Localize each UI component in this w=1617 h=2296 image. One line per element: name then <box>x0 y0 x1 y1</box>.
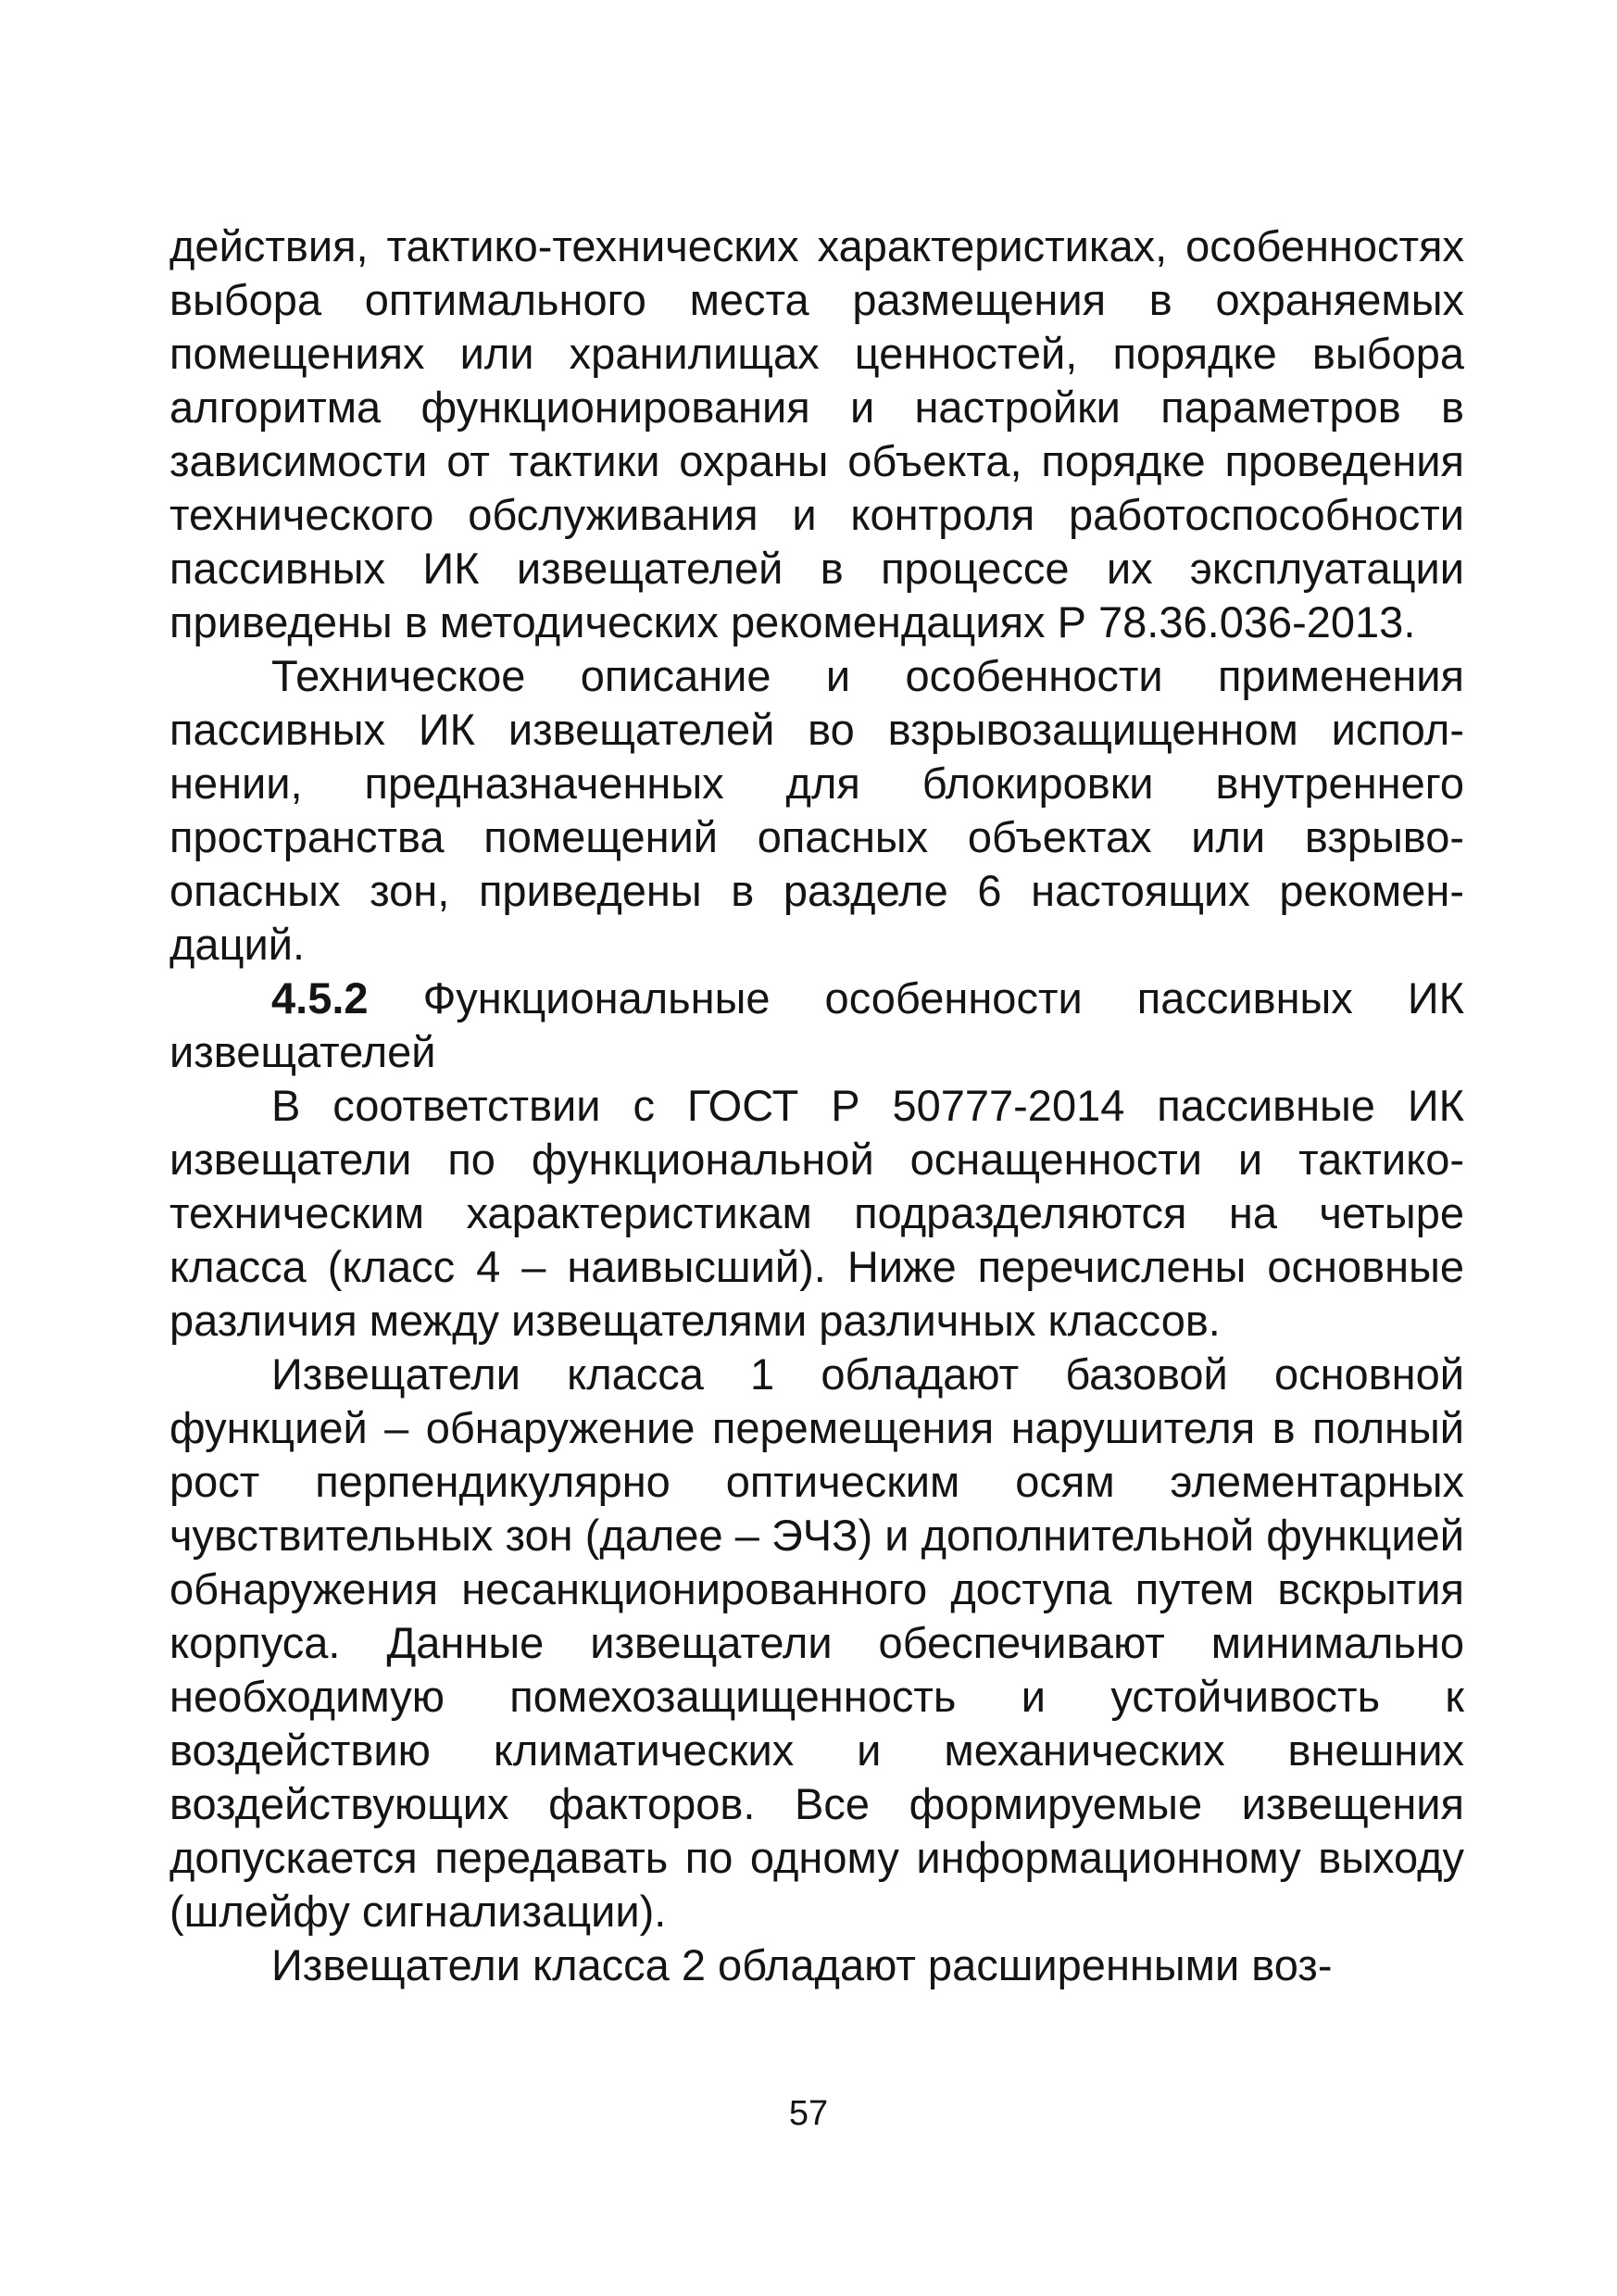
paragraph-classes-intro: В соответствии с ГОСТ Р 50777-2014 пассивные ИК извещатели по функциональной оснащенности и тактикотехническим характеристикам подразделяются на четыре класса (класс 4 – наивысший). Ниже перечислены основные различия между извещателями различных классов. <box>169 1081 1464 1345</box>
section-heading <box>169 972 1464 1079</box>
paragraph-explosion-proof: Техническое описание и особенности применения пассивных ИК извещателей во взрывозащищенном исполнении, предназначенных для блокировки внутреннего пространства помещений опасных объектах или взрывоопасных зон, приведены в разделе 6 настоящих рекомендаций. <box>169 651 1464 969</box>
paragraph-continuation: действия, тактико-технических характеристиках, особенностях выбора оптимального места размещения в охраняемых помещениях или хранилищах ценностей, порядке выбора алгоритма функционирования и настройки параметров в зависимости от тактики охраны объекта, порядке проведения технического обслуживания и контроля работоспособности пассивных ИК извещателей в процессе их эксплуатации приведены в методических рекомендациях Р 78.36.036-2013. <box>169 221 1464 646</box>
paragraph-class-1: Извещатели класса 1 обладают базовой основной функцией – обнаружение перемещения нарушителя в полный рост перпендикулярно оптическим осям элементарных чувствительных зон (далее – ЭЧЗ) и дополнительной функцией обнаружения несанкционированного доступа путем вскрытия корпуса. Данные извещатели обеспечивают минимально необходимую помехозащищенность и устойчивость к воздействию климатических и механических внешних воздействующих факторов. Все формируемые извещения допускается передавать по одному информационному выходу (шлейфу сигнализации). <box>169 1349 1464 1936</box>
section-title: Функциональные особенности пассивных ИК извещателей <box>169 973 1464 1076</box>
paragraph-class-2: Извещатели класса 2 обладают расширенными воз- <box>271 1940 1333 1989</box>
page-number: 57 <box>788 2094 829 2133</box>
section-number: 4.5.2 <box>271 973 369 1023</box>
body-text <box>169 220 1464 1992</box>
